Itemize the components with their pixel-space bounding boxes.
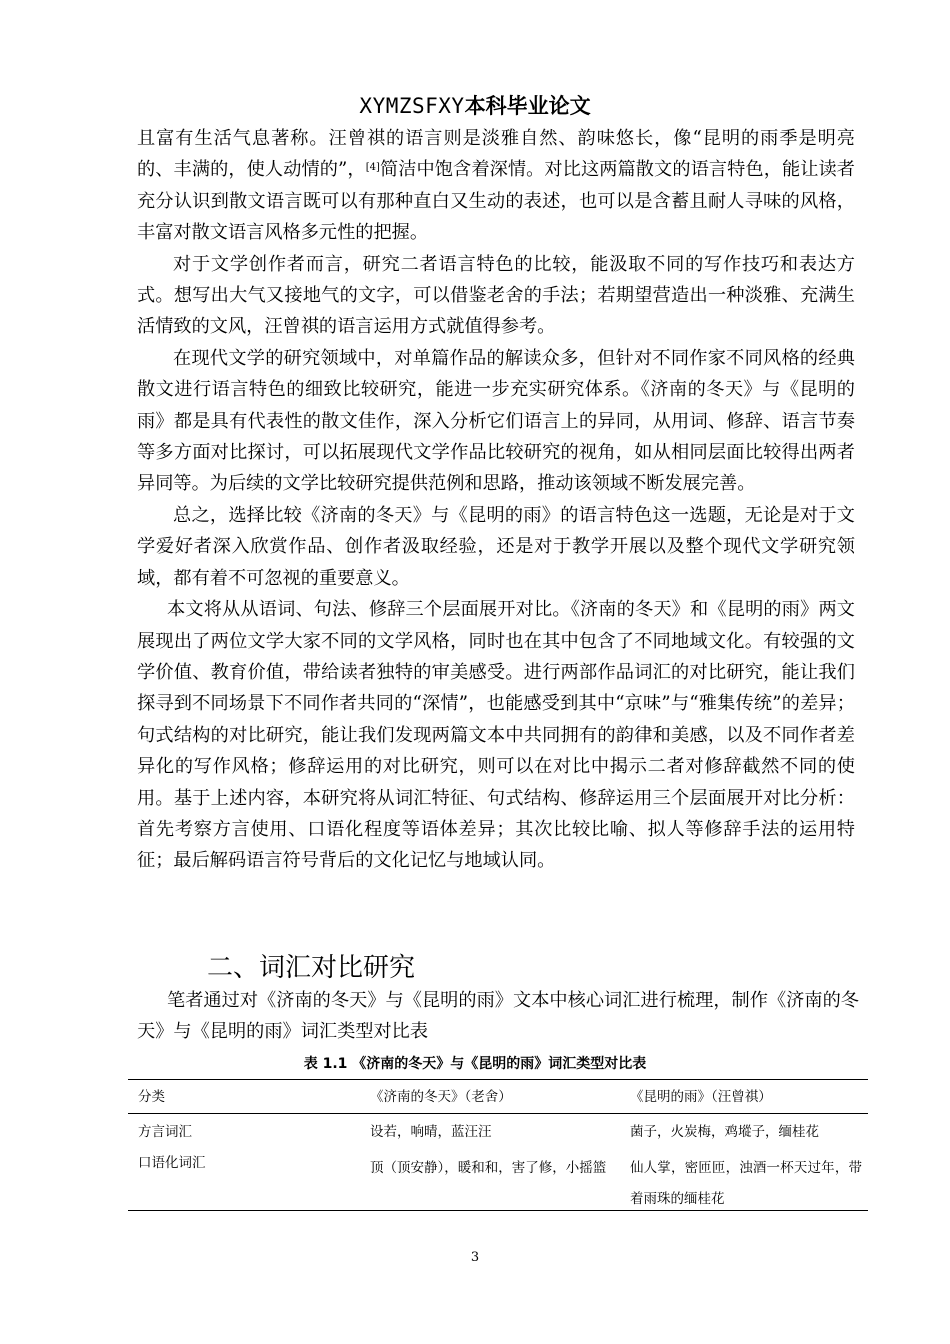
header-school-code: XYMZSFXY: [359, 94, 465, 118]
table-cell-r2-c3: 仙人掌，密匝匝，浊酒一杯天过年，带着雨珠的缅桂花: [630, 1160, 862, 1207]
citation-ref: [4]: [365, 162, 380, 174]
table-header-rule: [128, 1113, 868, 1114]
paragraph-4: 总之，选择比较《济南的冬天》与《昆明的雨》的语言特色这一选题，无论是对于文学爱好者深入欣赏作品、创作者汲取经验，还是对于教学开展以及整个现代文学研究领域，都有着不可忽视的重要意义。: [137, 504, 855, 589]
table-cell-r1-c2: 设若，响晴，蓝汪汪: [370, 1124, 492, 1140]
paragraph-3: 在现代文学的研究领域中，对单篇作品的解读众多，但针对不同作家不同风格的经典散文进行语言特色的细致比较研究，能进一步充实研究体系。《济南的冬天》与《昆明的雨》都是具有代表性的散文佳作，深入分析它们语言上的异同，从用词、修辞、语言节奏等多方面对比探讨，可以拓展现代文学作品比较研究的视角，如从相同层面比较得出两者异同等。为后续的文学比较研究提供范例和思路，推动该领域不断发展完善。: [137, 347, 855, 495]
page-header: [0, 93, 950, 119]
table-cell-r1-c3: 菌子，火炭梅，鸡㙡子，缅桂花: [630, 1124, 819, 1140]
paragraph-1-part-b: 简洁中饱含着深情。对比这两篇散文的语言特色，能让读者充分认识到散文语言既可以有那种直白又生动的表述，也可以是含蓄且耐人寻味的风格，丰富对散文语言风格多元性的把握。: [137, 159, 855, 244]
section-intro-block: [137, 985, 859, 1047]
paragraph-5: 本文将从从语词、句法、修辞三个层面展开对比。《济南的冬天》和《昆明的雨》两文展现出了两位文学大家不同的文学风格，同时也在其中包含了不同地域文化。有较强的文学价值、教育价值，带给读者独特的审美感受。进行两部作品词汇的对比研究，能让我们探寻到不同场景下不同作者共同的“深情”，也能感受到其中“京味”与“雅集传统”的差异；句式结构的对比研究，能让我们发现两篇文本中共同拥有的韵律和美感，以及不同作者差异化的写作风格；修辞运用的对比研究，则可以在对比中揭示二者对修辞截然不同的使用。基于上述内容，本研究将从词汇特征、句式结构、修辞运用三个层面展开对比分析：首先考察方言使用、口语化程度等语体差异；其次比较比喻、拟人等修辞手法的运用特征；最后解码语言符号背后的文化记忆与地域认同。: [137, 599, 855, 872]
table-bottom-rule: [128, 1210, 868, 1211]
table-cell-r2-c1: 口语化词汇: [138, 1155, 206, 1171]
table-header-kunming: 《昆明的雨》（汪曾祺）: [630, 1089, 772, 1105]
table-top-rule: [128, 1079, 868, 1080]
section-heading: 二、词汇对比研究: [207, 953, 416, 983]
table-cell-r2-c2: 顶（顶安静），暖和和，害了修，小摇篮: [370, 1160, 607, 1176]
section-intro: 笔者通过对《济南的冬天》与《昆明的雨》文本中核心词汇进行梳理，制作《济南的冬天》与《昆明的雨》词汇类型对比表: [137, 990, 859, 1042]
paragraph-2: 对于文学创作者而言，研究二者语言特色的比较，能汲取不同的写作技巧和表达方式。想写出大气又接地气的文字，可以借鉴老舍的手法；若期望营造出一种淡雅、充满生活情致的文风，汪曾祺的语言运用方式就值得参考。: [137, 253, 855, 338]
paragraph-1-part-a: 且富有生活气息著称。汪曾祺的语言则是淡雅自然、韵味悠长，像“昆明的雨季是明亮的、丰满的，使人动情的”，: [137, 128, 855, 181]
table-header-jinan: 《济南的冬天》（老舍）: [370, 1089, 512, 1105]
table-cell-r1-c1: 方言词汇: [138, 1124, 192, 1140]
paragraph-1: [137, 123, 855, 249]
body-text: [137, 123, 855, 877]
page-number: 3: [470, 1250, 480, 1265]
header-title: 本科毕业论文: [464, 94, 591, 118]
table-caption: 表 1.1 《济南的冬天》与《昆明的雨》词汇类型对比表: [303, 1056, 647, 1072]
table-header-category: 分类: [138, 1089, 165, 1105]
